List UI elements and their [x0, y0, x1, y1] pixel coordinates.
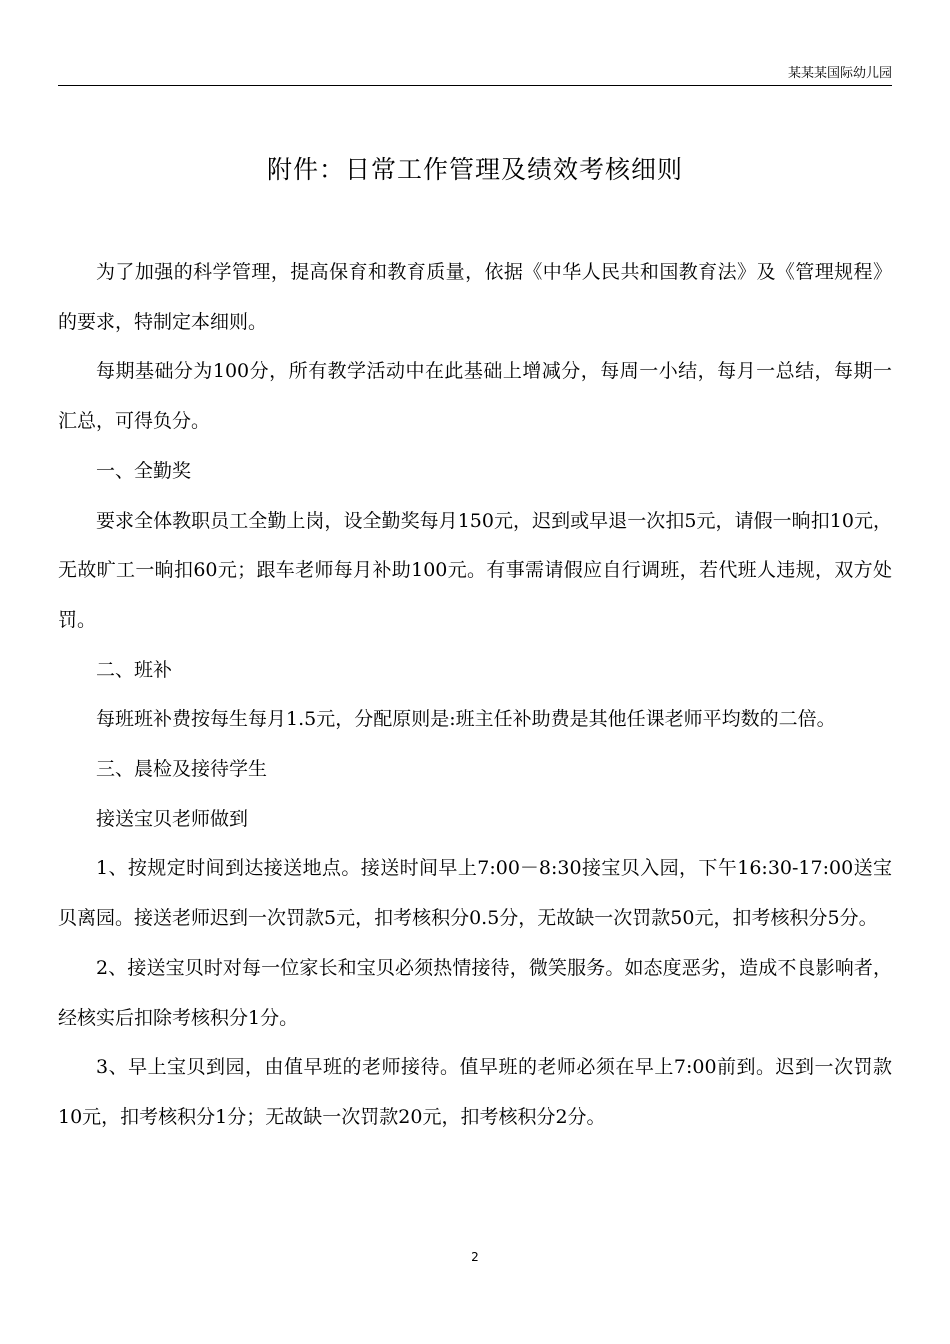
- header-divider: [58, 85, 892, 86]
- paragraph-class-subsidy: 每班班补费按每生每月1.5元，分配原则是:班主任补助费是其他任课老师平均数的二倍。: [96, 708, 836, 731]
- paragraph-pickup-intro: 接送宝贝老师做到: [96, 807, 249, 830]
- section-heading-class-subsidy: 二、班补: [96, 658, 173, 681]
- paragraph-base-score: 每期基础分为100分，所有教学活动中在此基础上增减分，每周一小结，每月一总结，每期一汇总，可得负分。: [58, 360, 892, 433]
- document-title: 附件：日常工作管理及绩效考核细则: [266, 155, 683, 184]
- header-org-name: 某某某国际幼儿园: [787, 66, 892, 81]
- paragraph-rule-3: 3、早上宝贝到园，由值早班的老师接待。值早班的老师必须在早上7:00前到。迟到一次罚款10元，扣考核积分1分；无故缺一次罚款20元，扣考核积分2分。: [58, 1056, 892, 1128]
- section-heading-attendance: 一、全勤奖: [96, 459, 192, 482]
- document-body: [58, 248, 892, 1143]
- paragraph-rule-1: 1、按规定时间到达接送地点。接送时间早上7:00－8:30接宝贝入园，下午16:30-17:00送宝贝离园。接送老师迟到一次罚款5元，扣考核积分0.5分，无故缺一次罚款50元，扣考核积分5分。: [58, 857, 892, 930]
- paragraph-rule-2: 2、接送宝贝时对每一位家长和宝贝必须热情接待，微笑服务。如态度恶劣，造成不良影响者，经核实后扣除考核积分1分。: [58, 956, 892, 1029]
- page-number: 2: [471, 1250, 479, 1264]
- paragraph-attendance: 要求全体教职员工全勤上岗，设全勤奖每月150元，迟到或早退一次扣5元，请假一晌扣10元，无故旷工一晌扣60元；跟车老师每月补助100元。有事需请假应自行调班，若代班人违规，双方处罚。: [58, 509, 892, 631]
- paragraph-intro: 为了加强的科学管理，提高保育和教育质量，依据《中华人民共和国教育法》及《管理规程》的要求，特制定本细则。: [58, 261, 892, 333]
- section-heading-morning-check: 三、晨检及接待学生: [96, 758, 268, 781]
